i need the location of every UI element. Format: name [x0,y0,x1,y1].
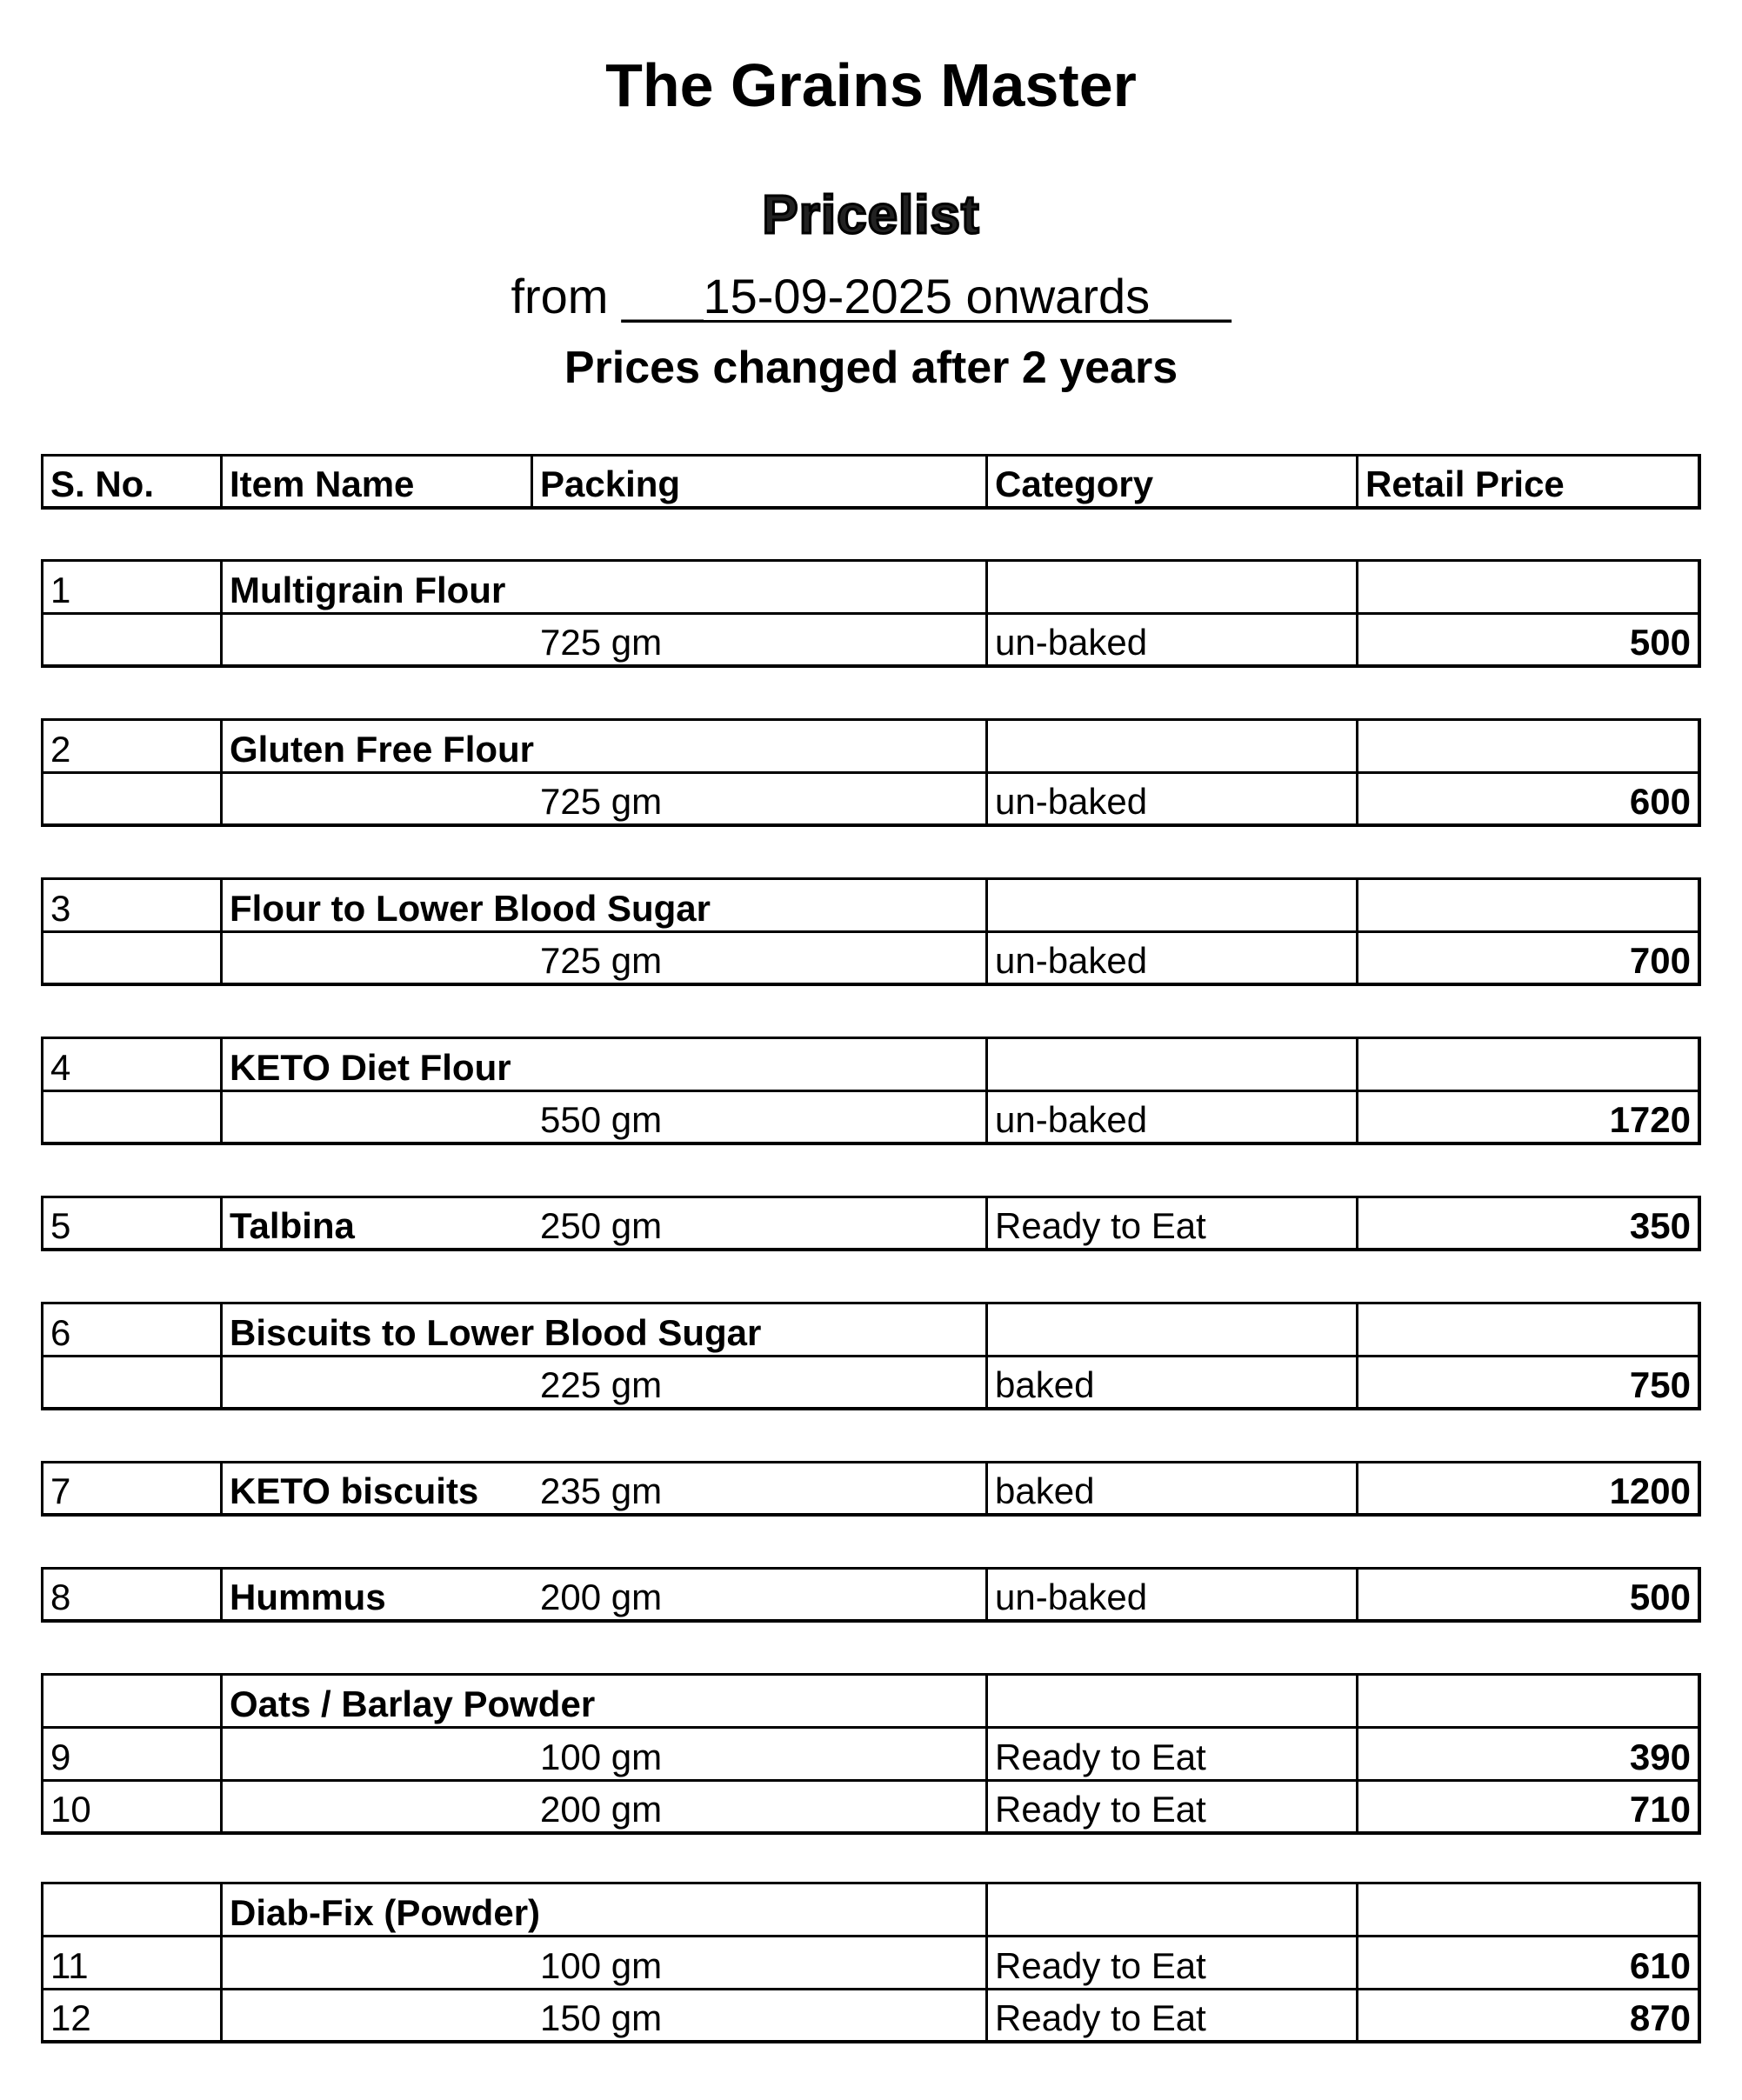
sno-cell [41,771,220,827]
sno-cell [41,1882,220,1935]
price-cell: 1720 [1356,1090,1701,1145]
price-cell [1356,1673,1701,1726]
category-cell [985,1882,1356,1935]
category-cell [985,1037,1356,1090]
packing-cell [220,1726,985,1779]
price-cell: 870 [1356,1988,1701,2043]
category-cell [985,1302,1356,1355]
price-cell: 1200 [1356,1461,1701,1517]
sno-cell [41,1673,220,1726]
item-name-cell: Diab-Fix (Powder) [220,1882,985,1935]
packing-value: 100 gm [540,1945,663,1986]
packing-value: 250 gm [540,1205,663,1246]
header-category: Category [985,454,1356,510]
sno-cell: 10 [41,1779,220,1835]
effective-date: 15-09-2025 onwards [703,269,1151,323]
price-cell: 710 [1356,1779,1701,1835]
item-name: Hummus [230,1577,386,1617]
packing-value: 200 gm [540,1789,663,1830]
sno-cell [41,1090,220,1145]
price-cell [1356,559,1701,612]
packing-cell [220,1779,985,1835]
packing-cell [220,1355,985,1410]
category-cell [985,718,1356,771]
sno-cell: 6 [41,1302,220,1355]
category-cell: Ready to Eat [985,1726,1356,1779]
item-name-cell: Flour to Lower Blood Sugar [220,877,985,930]
price-cell: 350 [1356,1196,1701,1251]
category-cell: Ready to Eat [985,1935,1356,1988]
category-cell: Ready to Eat [985,1988,1356,2043]
category-cell: Ready to Eat [985,1196,1356,1251]
item-name: Talbina [230,1205,355,1246]
sno-cell [41,930,220,986]
price-cell [1356,1037,1701,1090]
sno-cell: 3 [41,877,220,930]
sno-cell: 12 [41,1988,220,2043]
packing-cell [220,1935,985,1988]
sno-cell: 9 [41,1726,220,1779]
sno-cell: 4 [41,1037,220,1090]
item-name-cell: KETO Diet Flour [220,1037,985,1090]
packing-value: 550 gm [540,1099,663,1140]
price-cell: 700 [1356,930,1701,986]
price-cell: 600 [1356,771,1701,827]
category-cell: Ready to Eat [985,1779,1356,1835]
packing-cell [220,771,985,827]
price-cell [1356,1302,1701,1355]
category-cell [985,1673,1356,1726]
price-cell: 500 [1356,612,1701,668]
packing-cell [220,1090,985,1145]
sno-cell: 2 [41,718,220,771]
sno-cell: 7 [41,1461,220,1517]
document-title: The Grains Master [605,51,1137,119]
item-name-cell [220,1196,985,1251]
price-cell [1356,1882,1701,1935]
category-cell: un-baked [985,771,1356,827]
packing-cell [220,1988,985,2043]
from-prefix: from ___ [511,269,704,323]
item-name-cell: Multigrain Flour [220,559,985,612]
category-cell: baked [985,1355,1356,1410]
packing-value: 725 gm [540,940,663,981]
category-cell: un-baked [985,930,1356,986]
category-cell: baked [985,1461,1356,1517]
sno-cell: 8 [41,1567,220,1623]
price-cell: 390 [1356,1726,1701,1779]
from-suffix: ___ [1150,269,1231,323]
item-name-cell [220,1461,985,1517]
price-change-note: Prices changed after 2 years [564,343,1178,393]
packing-cell [220,930,985,986]
header-sno: S. No. [41,454,220,510]
packing-value: 100 gm [540,1737,663,1777]
packing-value: 725 gm [540,781,663,822]
category-cell [985,559,1356,612]
packing-value: 150 gm [540,1997,663,2038]
price-cell: 750 [1356,1355,1701,1410]
sno-cell [41,1355,220,1410]
header-packing: Packing [531,454,985,510]
price-cell [1356,718,1701,771]
price-cell [1356,877,1701,930]
category-cell: un-baked [985,612,1356,668]
item-name-cell [220,1567,985,1623]
packing-value: 235 gm [540,1470,663,1511]
sno-cell: 5 [41,1196,220,1251]
item-name-cell: Oats / Barlay Powder [220,1673,985,1726]
category-cell: un-baked [985,1090,1356,1145]
item-name-cell: Biscuits to Lower Blood Sugar [220,1302,985,1355]
category-cell [985,877,1356,930]
category-cell: un-baked [985,1567,1356,1623]
header-item-name: Item Name [220,454,531,510]
sno-cell: 1 [41,559,220,612]
header-retail-price: Retail Price [1356,454,1701,510]
price-cell: 610 [1356,1935,1701,1988]
sno-cell [41,612,220,668]
price-cell: 500 [1356,1567,1701,1623]
item-name: KETO biscuits [230,1470,479,1511]
sno-cell: 11 [41,1935,220,1988]
packing-value: 725 gm [540,622,663,663]
packing-cell [220,612,985,668]
item-name-cell: Gluten Free Flour [220,718,985,771]
packing-value: 200 gm [540,1577,663,1617]
document-subtitle: Pricelist [762,185,980,245]
packing-value: 225 gm [540,1364,663,1405]
